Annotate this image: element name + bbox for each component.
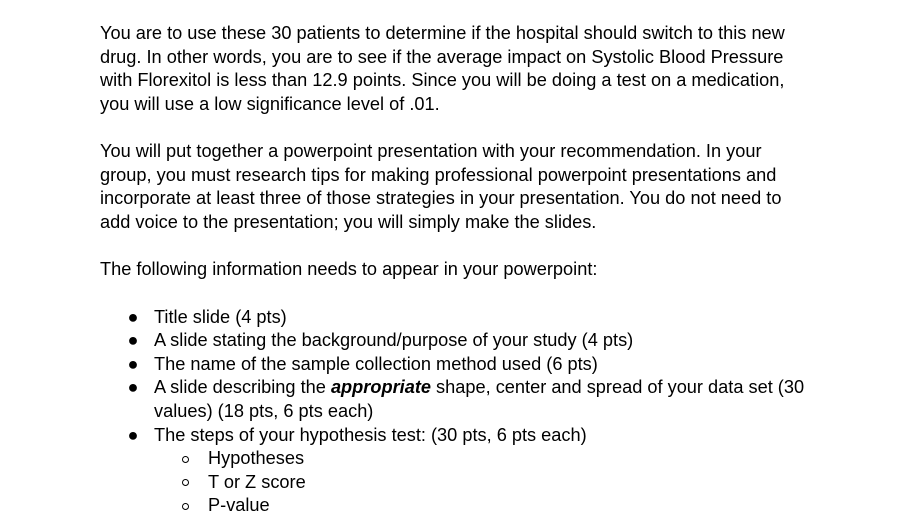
list-item-text-end: shape, center and spread of your data set (30 values) (18 pts, 6 pts each)	[154, 377, 805, 421]
list-item-text: The steps of your hypothesis test: (30 pts, 6 pts each)	[154, 424, 587, 445]
list-item-text: The name of the sample collection method used (6 pts)	[154, 353, 598, 374]
bullet-icon: ●	[127, 330, 139, 351]
list-item-text: Title slide (4 pts)	[154, 306, 287, 327]
hypothesis-substeps-list	[154, 447, 806, 518]
list-item-background	[100, 329, 806, 353]
sublist-item-score	[154, 471, 806, 495]
sublist-item-pvalue	[154, 494, 806, 518]
emphasized-word: appropriate	[330, 377, 431, 398]
requirements-list	[100, 306, 820, 518]
list-item-text-start: A slide describing the	[154, 377, 331, 398]
bullet-icon: ●	[127, 306, 139, 327]
list-item-text: A slide stating the background/purpose of your study (4 pts)	[154, 330, 634, 351]
list-item-title-slide	[100, 306, 806, 330]
bullet-icon: ●	[127, 424, 139, 445]
document-page	[100, 22, 820, 518]
list-item-sample-method	[100, 353, 806, 377]
bullet-icon: ●	[127, 377, 139, 398]
list-item-describe-data	[100, 376, 806, 423]
hollow-bullet-icon	[182, 479, 189, 486]
sublist-item-text: Hypotheses	[208, 448, 305, 469]
hollow-bullet-icon	[182, 503, 189, 510]
list-item-hypothesis-steps	[100, 424, 806, 518]
requirements-heading: The following information needs to appear in your powerpoint:	[100, 258, 598, 279]
hollow-bullet-icon	[182, 456, 189, 463]
intro-paragraph: You are to use these 30 patients to determine if the hospital should switch to this new drug. In other words, you are to see if the average impact on Systolic Blood Pressure with Florexitol is less than 12.9 points. Since you will be doing a test on a medication, you will use a low significance level of .01.	[100, 23, 785, 114]
sublist-item-text: P-value	[208, 495, 270, 516]
sublist-item-hypotheses	[154, 447, 806, 471]
bullet-icon: ●	[127, 353, 139, 374]
presentation-paragraph: You will put together a powerpoint presentation with your recommendation. In your group, you must research tips for making professional powerpoint presentations and incorporate at least three of those strategies in your presentation. You do not need to add voice to the presentation; you will simply make the slides.	[100, 140, 782, 232]
sublist-item-text: T or Z score	[208, 471, 306, 492]
